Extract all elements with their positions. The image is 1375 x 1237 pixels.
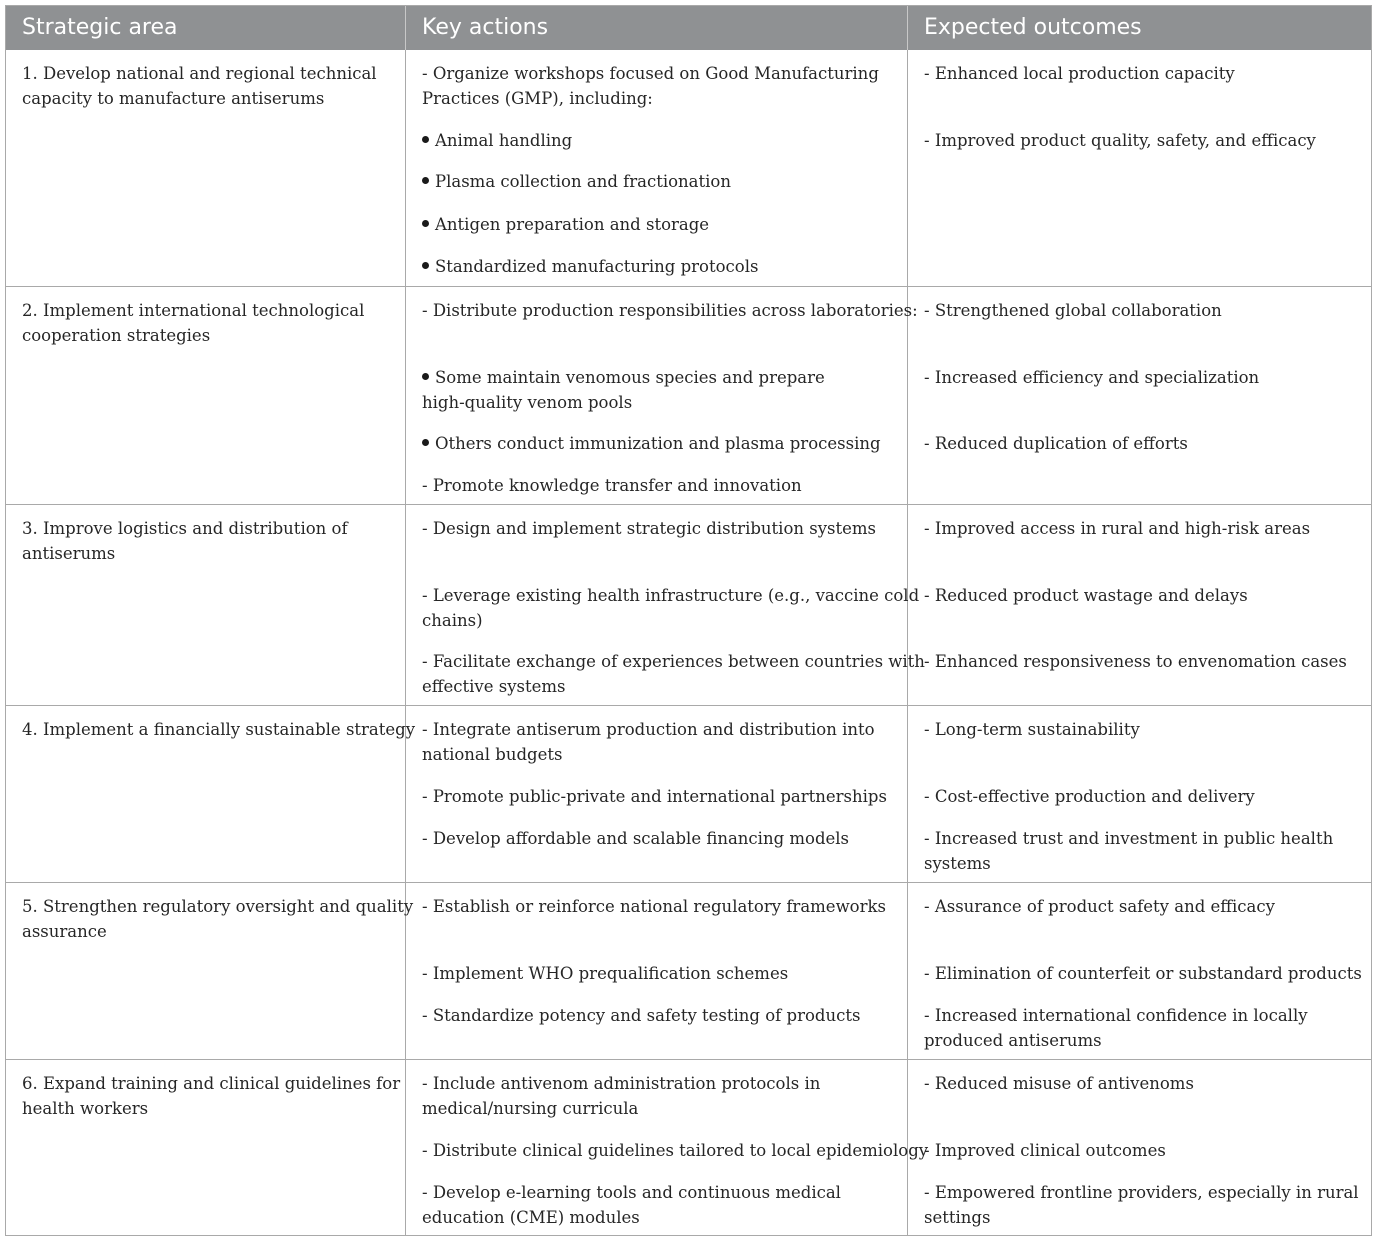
action-item xyxy=(422,583,920,633)
action-text: - Facilitate exchange of experiences between countries with xyxy=(422,652,925,671)
action-line xyxy=(422,1003,899,1028)
strategic-area-line: 4. Implement a financially sustainable strategy xyxy=(22,720,416,739)
action-line xyxy=(422,961,899,986)
action-item xyxy=(422,1138,929,1163)
outcome-text: - Long-term sustainability xyxy=(924,720,1140,739)
strategic-area-line: 3. Improve logistics and distribution of xyxy=(22,519,348,538)
action-text: - Leverage existing health infrastructure (e.g., vaccine cold xyxy=(422,586,920,605)
outcome-line xyxy=(924,61,1363,86)
strategic-area-line: health workers xyxy=(22,1099,149,1118)
outcome-item xyxy=(924,61,1363,86)
outcome-item xyxy=(924,784,1363,809)
outcome-line xyxy=(924,365,1363,390)
action-text: medical/nursing curricula xyxy=(422,1099,639,1118)
action-text: - Implement WHO prequalification schemes xyxy=(422,964,789,983)
outcome-item xyxy=(924,1138,1363,1163)
action-text: Antigen preparation and storage xyxy=(435,215,710,234)
outcome-line xyxy=(924,1138,1363,1163)
strategic-area-line: antiserums xyxy=(22,544,116,563)
action-line xyxy=(422,784,899,809)
outcome-text: - Enhanced local production capacity xyxy=(924,64,1235,83)
action-item xyxy=(422,128,899,153)
table-row xyxy=(6,1059,1371,1235)
action-line xyxy=(422,61,899,86)
outcome-item xyxy=(924,1071,1363,1096)
action-text: - Standardize potency and safety testing of products xyxy=(422,1006,861,1025)
action-text: - Integrate antiserum production and distribution into xyxy=(422,720,875,739)
outcome-line xyxy=(924,298,1363,323)
action-item xyxy=(422,254,899,279)
action-text: Some maintain venomous species and prepare xyxy=(435,368,825,387)
action-text: - Promote public-private and international partnerships xyxy=(422,787,887,806)
action-text: - Distribute production responsibilities across laboratories: xyxy=(422,301,918,320)
header-key-actions: Key actions xyxy=(406,6,908,50)
action-line xyxy=(422,1096,899,1121)
outcome-text: - Enhanced responsiveness to envenomation cases xyxy=(924,652,1347,671)
table-row xyxy=(6,882,1371,1059)
table-row xyxy=(6,705,1371,882)
outcome-line xyxy=(924,1028,1363,1053)
outcome-text: - Increased efficiency and specialization xyxy=(924,368,1260,387)
bullet-icon xyxy=(422,136,429,143)
outcome-line xyxy=(924,1180,1363,1205)
outcome-text: - Improved access in rural and high-risk areas xyxy=(924,519,1311,538)
strategic-area-cell xyxy=(6,1060,406,1235)
action-line xyxy=(422,128,899,153)
action-line xyxy=(422,1071,899,1096)
action-text: - Establish or reinforce national regulatory frameworks xyxy=(422,897,886,916)
action-text: Standardized manufacturing protocols xyxy=(435,257,759,276)
strategic-area-cell xyxy=(6,883,414,1059)
action-item xyxy=(422,717,899,767)
action-line xyxy=(422,674,899,699)
outcome-text: - Reduced duplication of efforts xyxy=(924,434,1188,453)
outcome-item xyxy=(924,431,1363,456)
action-line xyxy=(422,894,899,919)
action-line xyxy=(422,169,899,194)
table-header-row xyxy=(6,6,1371,50)
action-line xyxy=(422,298,918,323)
action-text: education (CME) modules xyxy=(422,1208,640,1227)
outcome-item xyxy=(924,365,1363,390)
outcome-line xyxy=(924,1071,1363,1096)
outcome-text: - Increased trust and investment in public health xyxy=(924,829,1334,848)
action-text: effective systems xyxy=(422,677,566,696)
outcome-item xyxy=(924,717,1363,742)
action-line xyxy=(422,1180,899,1205)
expected-outcomes-cell xyxy=(908,706,1371,882)
action-line xyxy=(422,649,925,674)
action-item xyxy=(422,1071,899,1121)
header-expected-outcomes: Expected outcomes xyxy=(924,15,1142,40)
action-line xyxy=(422,431,899,456)
table-row xyxy=(6,50,1371,286)
outcome-line xyxy=(924,649,1363,674)
outcome-item xyxy=(924,961,1363,986)
outcome-line xyxy=(924,851,1363,876)
action-text: Others conduct immunization and plasma processing xyxy=(435,434,881,453)
expected-outcomes-cell xyxy=(908,50,1371,286)
action-line xyxy=(422,826,899,851)
outcome-item xyxy=(924,1003,1363,1053)
action-item xyxy=(422,212,899,237)
outcome-line xyxy=(924,717,1363,742)
action-text: - Promote knowledge transfer and innovation xyxy=(422,476,802,495)
action-line xyxy=(422,1138,929,1163)
action-item xyxy=(422,784,899,809)
strategic-area-cell xyxy=(6,706,416,882)
bullet-icon xyxy=(422,262,429,269)
action-line xyxy=(422,516,899,541)
action-line xyxy=(422,390,899,415)
strategic-area-line: 2. Implement international technological xyxy=(22,301,365,320)
outcome-item xyxy=(924,649,1363,674)
expected-outcomes-cell xyxy=(908,883,1371,1059)
action-item xyxy=(422,649,925,699)
action-text: - Distribute clinical guidelines tailored to local epidemiology xyxy=(422,1141,929,1160)
strategic-area-cell xyxy=(6,505,406,705)
bullet-icon xyxy=(422,177,429,184)
action-line xyxy=(422,717,899,742)
strategic-area-cell xyxy=(6,50,406,286)
outcome-item xyxy=(924,128,1363,153)
outcome-item xyxy=(924,1180,1363,1230)
action-item xyxy=(422,516,899,541)
header-strategic-area: Strategic area xyxy=(6,6,406,50)
action-line xyxy=(422,608,899,633)
action-text: - Develop affordable and scalable financing models xyxy=(422,829,850,848)
action-line xyxy=(422,86,899,111)
key-actions-cell xyxy=(406,287,918,504)
action-text: Plasma collection and fractionation xyxy=(435,172,731,191)
outcome-line xyxy=(924,431,1363,456)
outcome-item xyxy=(924,826,1363,876)
outcome-line xyxy=(924,784,1363,809)
strategy-table xyxy=(5,5,1372,1236)
outcome-text: - Increased international confidence in locally xyxy=(924,1006,1308,1025)
strategic-area-line: cooperation strategies xyxy=(22,326,211,345)
outcome-line xyxy=(924,894,1363,919)
expected-outcomes-cell xyxy=(908,1060,1371,1235)
outcome-item xyxy=(924,894,1363,919)
action-text: Animal handling xyxy=(435,131,573,150)
strategic-area-line: 5. Strengthen regulatory oversight and quality xyxy=(22,897,414,916)
action-text: high-quality venom pools xyxy=(422,393,633,412)
strategic-area-line: assurance xyxy=(22,922,107,941)
outcome-item xyxy=(924,583,1363,608)
key-actions-cell xyxy=(406,50,908,286)
outcome-text: - Improved clinical outcomes xyxy=(924,1141,1166,1160)
action-text: - Organize workshops focused on Good Manufacturing xyxy=(422,64,879,83)
action-text: Practices (GMP), including: xyxy=(422,89,653,108)
bullet-icon xyxy=(422,373,429,380)
outcome-text: - Elimination of counterfeit or substandard products xyxy=(924,964,1362,983)
outcome-item xyxy=(924,516,1363,541)
action-item xyxy=(422,1003,899,1028)
expected-outcomes-cell xyxy=(908,287,1371,504)
action-item xyxy=(422,365,899,415)
action-line xyxy=(422,254,899,279)
outcome-text: - Reduced misuse of antivenoms xyxy=(924,1074,1194,1093)
action-line xyxy=(422,212,899,237)
action-text: - Include antivenom administration protocols in xyxy=(422,1074,821,1093)
action-item xyxy=(422,298,918,323)
outcome-text: produced antiserums xyxy=(924,1031,1102,1050)
action-item xyxy=(422,473,899,498)
action-item xyxy=(422,961,899,986)
table-body xyxy=(6,50,1371,1235)
bullet-icon xyxy=(422,220,429,227)
action-item xyxy=(422,1180,899,1230)
action-item xyxy=(422,61,899,111)
action-item xyxy=(422,826,899,851)
action-item xyxy=(422,431,899,456)
key-actions-cell xyxy=(406,706,908,882)
action-text: - Develop e-learning tools and continuous medical xyxy=(422,1183,841,1202)
outcome-line xyxy=(924,516,1363,541)
strategic-area-cell xyxy=(6,287,406,504)
outcome-line xyxy=(924,128,1363,153)
outcome-text: - Assurance of product safety and efficacy xyxy=(924,897,1275,916)
strategic-area-line: 6. Expand training and clinical guidelines for xyxy=(22,1074,401,1093)
key-actions-cell xyxy=(406,883,908,1059)
key-actions-cell xyxy=(406,1060,929,1235)
action-line xyxy=(422,1205,899,1230)
table-row xyxy=(6,504,1371,705)
action-item xyxy=(422,894,899,919)
bullet-icon xyxy=(422,439,429,446)
outcome-line xyxy=(924,583,1363,608)
action-line xyxy=(422,473,899,498)
key-actions-cell xyxy=(406,505,925,705)
action-text: national budgets xyxy=(422,745,563,764)
strategic-area-line: capacity to manufacture antiserums xyxy=(22,89,325,108)
outcome-text: systems xyxy=(924,854,991,873)
action-text: chains) xyxy=(422,611,483,630)
outcome-line xyxy=(924,826,1363,851)
outcome-line xyxy=(924,1003,1363,1028)
action-text: - Design and implement strategic distribution systems xyxy=(422,519,877,538)
outcome-text: - Reduced product wastage and delays xyxy=(924,586,1248,605)
action-item xyxy=(422,169,899,194)
action-line xyxy=(422,742,899,767)
strategic-area-line: 1. Develop national and regional technical xyxy=(22,64,377,83)
outcome-text: - Empowered frontline providers, especially in rural xyxy=(924,1183,1359,1202)
outcome-text: - Strengthened global collaboration xyxy=(924,301,1222,320)
outcome-line xyxy=(924,1205,1363,1230)
action-line xyxy=(422,365,899,390)
table-row xyxy=(6,286,1371,504)
outcome-item xyxy=(924,298,1363,323)
outcome-line xyxy=(924,961,1363,986)
outcome-text: - Improved product quality, safety, and efficacy xyxy=(924,131,1316,150)
expected-outcomes-cell xyxy=(908,505,1371,705)
outcome-text: - Cost-effective production and delivery xyxy=(924,787,1255,806)
outcome-text: settings xyxy=(924,1208,991,1227)
action-line xyxy=(422,583,920,608)
